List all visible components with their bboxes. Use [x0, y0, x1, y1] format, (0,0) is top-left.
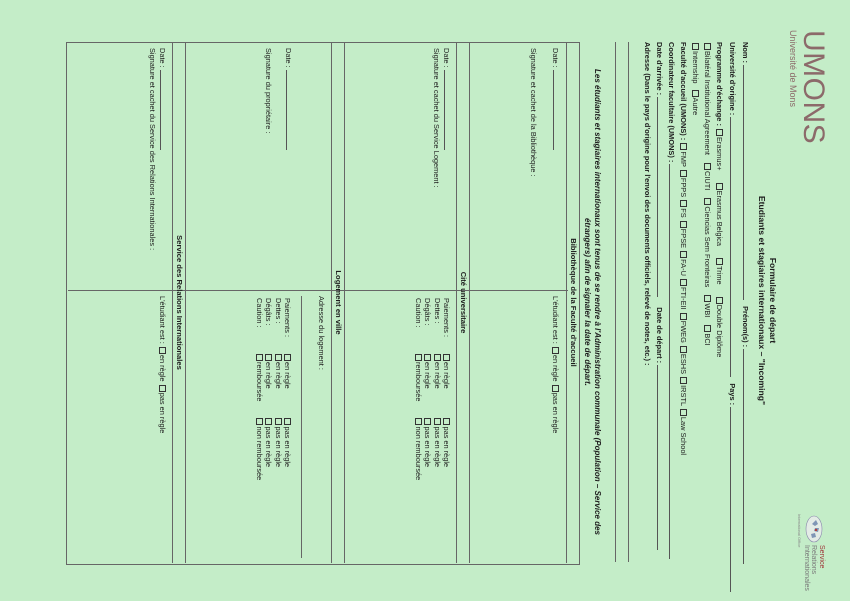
adresse-line-2[interactable] [615, 42, 616, 562]
umons-logo: UMONS [797, 30, 830, 145]
sri-date: Date : [158, 48, 167, 150]
checkbox[interactable] [443, 354, 450, 361]
checkbox[interactable] [716, 258, 723, 265]
checkbox[interactable] [159, 385, 166, 392]
checkbox[interactable] [692, 90, 699, 97]
checkbox[interactable] [680, 346, 687, 353]
checkbox[interactable] [704, 198, 711, 205]
nom-row: Nom : Prénom(s) : [741, 42, 750, 564]
nom-field[interactable] [743, 65, 744, 300]
universite-row: Université d'origine : Pays : [728, 42, 737, 592]
checkbox[interactable] [704, 43, 711, 50]
logement-signature: Signature du propriétaire : [264, 48, 273, 134]
form-subtitle: Etudiants et stagiaires internationaux – "Incoming" [757, 195, 767, 406]
checkbox[interactable] [415, 418, 422, 425]
programme-row: Programme d'échange : Erasmus+ Erasmus Belgica Trime Double Diplôme [715, 42, 724, 358]
divider [172, 42, 173, 563]
checkbox[interactable] [692, 43, 699, 50]
adresse-line-1[interactable] [628, 42, 629, 562]
programme-row-3: Internship Autre [691, 42, 700, 115]
bibliotheque-signature: Signature et cachet de la Bibliothèque : [529, 48, 538, 177]
umons-subtitle: Université de Mons [788, 30, 798, 108]
checkbox[interactable] [552, 385, 559, 392]
bibliotheque-status: L'étudiant est : en règle pas en règle [551, 296, 560, 434]
universite-field[interactable] [730, 117, 731, 377]
checkbox[interactable] [256, 354, 263, 361]
form-title: Formulaire de départ [768, 257, 778, 344]
checkbox[interactable] [275, 354, 282, 361]
checkbox[interactable] [716, 183, 723, 190]
checkbox[interactable] [680, 251, 687, 258]
divider [344, 42, 345, 563]
bibliotheque-title: Bibliothèque de la Faculté d'accueil [569, 238, 578, 367]
checkbox[interactable] [680, 143, 687, 150]
prenoms-field[interactable] [743, 349, 744, 564]
checkbox[interactable] [424, 418, 431, 425]
checkbox[interactable] [680, 313, 687, 320]
logement-adresse: Adresse du logement : [317, 296, 326, 370]
logement-title: Logement en ville [334, 270, 343, 335]
checkbox[interactable] [434, 418, 441, 425]
depart-field[interactable] [657, 365, 658, 550]
sri-status: L'étudiant est : en règle pas en règle [158, 296, 167, 434]
bibliotheque-date-field[interactable] [553, 70, 554, 150]
coordinateur-field[interactable] [669, 164, 670, 559]
bibliotheque-date: Date : [551, 48, 560, 150]
divider [566, 42, 567, 563]
cite-date: Date : [442, 48, 451, 150]
cite-signature: Signature et cachet du Service Logement : [432, 48, 441, 188]
checkbox[interactable] [552, 347, 559, 354]
checkbox[interactable] [680, 279, 687, 286]
checkbox[interactable] [159, 347, 166, 354]
adresse-row: Adresse (Dans le pays d'origine pour l'envoi des documents officiels, relevé de notes, etc.) : [643, 42, 652, 366]
checkbox[interactable] [704, 163, 711, 170]
logement-date-field[interactable] [286, 70, 287, 150]
sri-date-field[interactable] [160, 70, 161, 150]
pays-field[interactable] [730, 407, 731, 592]
divider [469, 42, 470, 563]
divider [331, 42, 332, 563]
checkbox[interactable] [680, 409, 687, 416]
checkbox[interactable] [680, 200, 687, 207]
logement-table: Paiements : en règle pas en règle Dettes : en règle pas en règle Dégâts : en règle pas en règle Caution : remboursée non remboursée [255, 298, 292, 481]
international-office-label: International Office [797, 514, 802, 548]
checkbox[interactable] [704, 325, 711, 332]
divider [185, 42, 186, 563]
arrivee-field[interactable] [657, 97, 658, 297]
checkbox[interactable] [265, 354, 272, 361]
logement-date: Date : [284, 48, 293, 150]
checkbox[interactable] [680, 221, 687, 228]
service-ri-label: Service Relations Internationales [802, 545, 825, 591]
checkbox[interactable] [434, 354, 441, 361]
dates-row: Date d'arrivée : Date de départ : [655, 42, 664, 550]
checkbox[interactable] [284, 418, 291, 425]
checkbox[interactable] [680, 170, 687, 177]
notice-text: Les étudiants et stagiaires internationaux sont tenus de se rendre à l'Administration communale (Population – Service des étrangers) afin de signaler la date de départ. [583, 68, 602, 536]
checkbox[interactable] [680, 377, 687, 384]
checkbox[interactable] [443, 418, 450, 425]
divider [456, 42, 457, 563]
checkbox[interactable] [284, 354, 291, 361]
faculte-row: Faculté d'accueil (UMONS) : FMP FPPS FS FPSE FA-U FTI-EII FWEG ESHS IRSTL Law School [679, 42, 688, 456]
coordinateur-row: Coordinateur facultaire (UMONS) : [667, 42, 676, 559]
checkbox[interactable] [265, 418, 272, 425]
cite-title: Cité universitaire [459, 271, 468, 334]
checkbox[interactable] [424, 354, 431, 361]
cite-table: Paiements : en règle pas en règle Dettes : en règle pas en règle Dégâts : en règle pas en règle Caution : remboursée non remboursée [414, 298, 451, 481]
table-divider [68, 290, 568, 291]
cite-date-field[interactable] [444, 70, 445, 150]
checkbox[interactable] [704, 295, 711, 302]
sri-title: Service des Relations Internationales [175, 235, 184, 370]
logement-adresse-line[interactable] [301, 296, 302, 558]
checkbox[interactable] [256, 418, 263, 425]
checkbox[interactable] [716, 297, 723, 304]
world-map-icon [804, 515, 824, 543]
sri-signature: Signature et cachet du Service des Relations Internationales : [148, 48, 157, 251]
checkbox[interactable] [415, 354, 422, 361]
checkbox[interactable] [716, 129, 723, 136]
programme-row-2: Bilatéral Institutional Agreement CIUTI Ciencias Sem Fronteiras WBI BCI [703, 42, 712, 346]
checkbox[interactable] [275, 418, 282, 425]
